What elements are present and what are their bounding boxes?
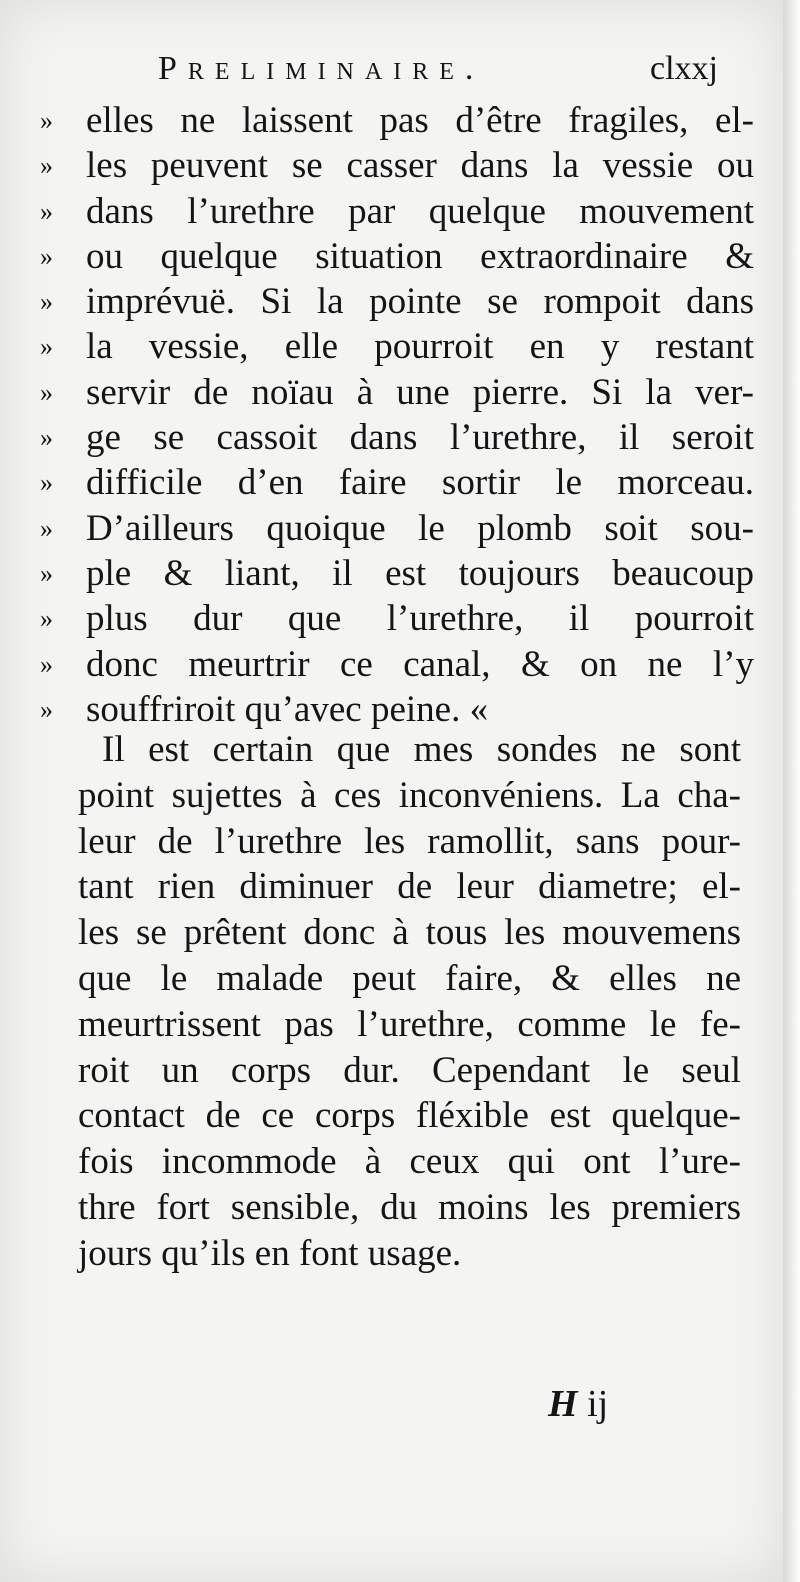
quote-mark: » (40, 241, 53, 271)
quote-mark: » (40, 694, 53, 724)
signature-letter: H (548, 1383, 578, 1425)
paragraph-line: contact de ce corps fléxible est quelque- (78, 1095, 741, 1137)
line-text: dans l’urethre par quelque mouvement (86, 190, 754, 232)
paragraph-line: thre fort sensible, du moins les premiers (78, 1186, 741, 1228)
line-text: donc meurtrir ce canal, & on ne l’y (86, 643, 754, 685)
paragraph-line: point sujettes à ces inconvéniens. La cha- (78, 774, 741, 816)
paragraph-line: fois incommode à ceux qui ont l’ure- (78, 1141, 741, 1183)
quote-mark: » (40, 196, 53, 226)
quoted-line (40, 189, 754, 234)
quoted-line (40, 506, 754, 551)
line-text: difficile d’en faire sortir le morceau. (86, 462, 754, 504)
line-text: ou quelque situation extraordinaire & (86, 235, 754, 277)
paragraph-line: jours qu’ils en font usage. (78, 1232, 462, 1274)
quote-mark: » (40, 513, 53, 543)
quote-mark: » (40, 106, 53, 135)
quoted-line (40, 234, 754, 279)
paragraph-line: roit un corps dur. Cependant le seul (78, 1049, 741, 1091)
page-edge (783, 0, 800, 1582)
line-text: souffriroit qu’avec peine. « (86, 688, 489, 730)
quote-mark: » (40, 423, 53, 453)
paragraph-line: que le malade peut faire, & elles ne (78, 957, 741, 999)
quote-mark: » (40, 332, 53, 362)
quoted-line (40, 98, 754, 143)
paragraph-line: Il est certain que mes sondes ne sont (102, 729, 741, 770)
line-text: ple & liant, il est toujours beaucoup (86, 552, 754, 594)
line-text: la vessie, elle pourroit en y restant (86, 326, 754, 368)
line-text: elles ne laissent pas d’être fragiles, el- (86, 100, 754, 141)
signature-mark (548, 1382, 608, 1426)
quoted-line (40, 687, 740, 732)
line-text: plus dur que l’urethre, il pourroit (86, 598, 754, 640)
paragraph-line: meurtrissent pas l’urethre, comme le fe- (78, 1003, 741, 1045)
quote-mark: » (40, 151, 53, 181)
quoted-line (40, 370, 754, 415)
running-header (158, 50, 718, 96)
line-text: imprévuë. Si la pointe se rompoit dans (86, 281, 754, 323)
quoted-line (40, 415, 754, 460)
line-text: les peuvent se casser dans la vessie ou (86, 145, 754, 187)
page-number: clxxj (650, 50, 718, 87)
quoted-line (40, 642, 754, 687)
line-text: servir de noïau à une pierre. Si la ver- (86, 371, 754, 413)
body-paragraph (78, 727, 741, 1277)
quoted-line (40, 460, 754, 505)
quote-mark: » (40, 468, 53, 498)
quote-mark: » (40, 649, 53, 679)
header-title: Preliminaire. (158, 50, 485, 87)
paragraph-line: tant rien diminuer de leur diametre; el- (78, 866, 741, 908)
quote-mark: » (40, 604, 53, 634)
signature-numeral: ij (587, 1383, 609, 1425)
quote-mark: » (40, 377, 53, 407)
quoted-line (40, 551, 754, 596)
quote-mark: » (40, 558, 53, 588)
quoted-line (40, 324, 754, 369)
paragraph-line: leur de l’urethre les ramollit, sans pour- (78, 820, 741, 862)
paragraph-line: les se prêtent donc à tous les mouvemens (78, 912, 741, 954)
line-text: D’ailleurs quoique le plomb soit sou- (86, 507, 754, 549)
quoted-line (40, 279, 754, 324)
quoted-line (40, 143, 754, 188)
quoted-passage (40, 98, 754, 732)
quote-mark: » (40, 287, 53, 317)
quoted-line (40, 596, 754, 641)
line-text: ge se cassoit dans l’urethre, il seroit (86, 417, 754, 459)
